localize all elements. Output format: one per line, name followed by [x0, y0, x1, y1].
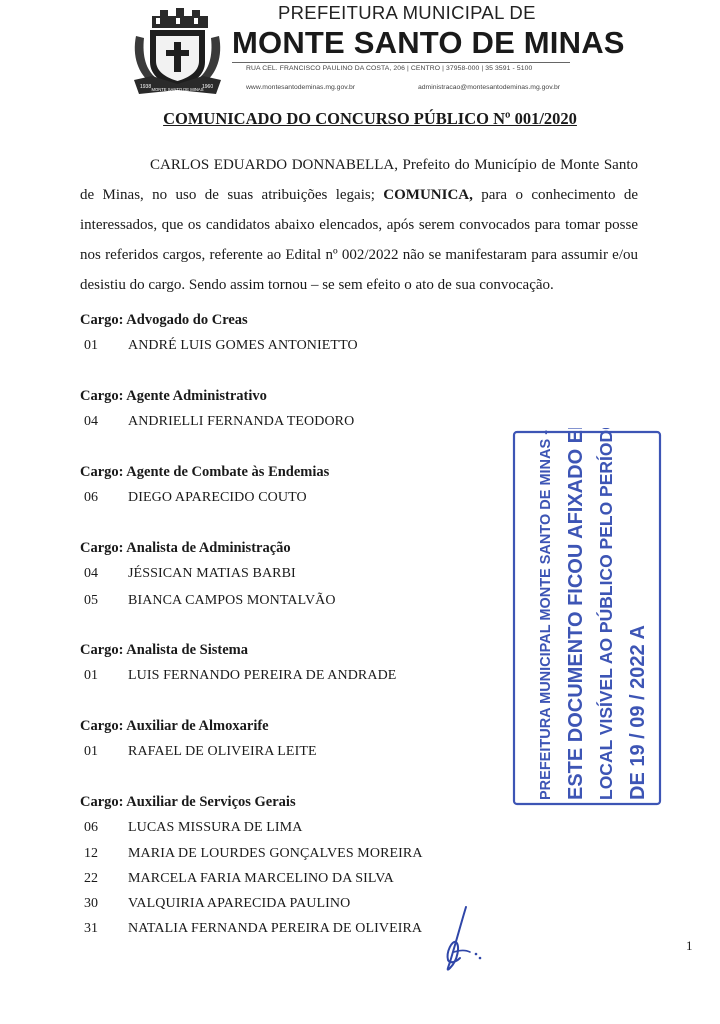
cargo-heading: Cargo: Agente de Combate às Endemias: [80, 464, 330, 480]
candidate-number: 12: [84, 846, 98, 861]
candidate-number: 04: [84, 566, 98, 581]
document-title: COMUNICADO DO CONCURSO PÚBLICO Nº 001/2020: [163, 109, 577, 128]
body-text-part2: para o conhecimento de interessados, que os candidatos abaixo elencados, após serem convocados para tomar posse nos referidos cargos, referente ao Edital nº 002/2022 não se manifestaram para assumir e/ou desistiu do cargo. Sendo assim tornou – se sem efeito o ato de sua convocação.: [80, 187, 638, 293]
candidate-number: 01: [84, 744, 98, 759]
stamp-line-3: LOCAL VISÍVEL AO PÚBLICO PELO PERÍODO: [596, 428, 616, 800]
page-number: 1: [686, 938, 693, 953]
municipality-name: MONTE SANTO DE MINAS: [232, 25, 625, 60]
candidate-name: DIEGO APARECIDO COUTO: [128, 490, 307, 505]
cargo-heading: Cargo: Auxiliar de Serviços Gerais: [80, 794, 296, 810]
posting-stamp: [508, 428, 668, 808]
candidate-name: MARCELA FARIA MARCELINO DA SILVA: [128, 871, 394, 886]
candidate-number: 31: [84, 921, 98, 936]
candidate-number: 06: [84, 820, 98, 835]
candidate-name: LUCAS MISSURA DE LIMA: [128, 820, 303, 835]
candidate-number: 01: [84, 668, 98, 683]
cargo-heading: Cargo: Agente Administrativo: [80, 388, 267, 404]
letterhead-divider: [232, 62, 570, 63]
letterhead-website: www.montesantodeminas.mg.gov.br: [246, 84, 356, 91]
cargo-heading: Cargo: Advogado do Creas: [80, 312, 248, 328]
candidate-name: MARIA DE LOURDES GONÇALVES MOREIRA: [128, 846, 423, 861]
cargo-heading: Cargo: Analista de Sistema: [80, 642, 248, 658]
candidate-name: LUIS FERNANDO PEREIRA DE ANDRADE: [128, 668, 397, 683]
signature-mark: [436, 902, 496, 977]
crest-year-right: 1960: [202, 84, 214, 90]
candidate-name: JÉSSICAN MATIAS BARBI: [128, 566, 296, 581]
crest-year-left: 1938: [140, 84, 152, 90]
body-paragraph: [80, 150, 638, 300]
institution-name: PREFEITURA MUNICIPAL DE: [278, 2, 536, 23]
letterhead-address: RUA CEL. FRANCISCO PAULINO DA COSTA, 206 | CENTRO | 37958-000 | 35 3591 - 5100: [246, 65, 533, 72]
stamp-line-2: ESTE DOCUMENTO FICOU AFIXADO EM: [565, 428, 587, 800]
candidate-number: 05: [84, 593, 98, 608]
coat-of-arms-icon: [130, 6, 225, 98]
crest-ribbon-text: MONTE SANTO DE MINAS: [151, 87, 204, 92]
candidate-name: NATALIA FERNANDA PEREIRA DE OLIVEIRA: [128, 921, 423, 936]
candidate-name: RAFAEL DE OLIVEIRA LEITE: [128, 744, 317, 759]
cargo-heading: Cargo: Auxiliar de Almoxarife: [80, 718, 269, 734]
stamp-line-1: PREFEITURA MUNICIPAL MONTE SANTO DE MINAS - MG: [538, 428, 554, 800]
candidate-number: 06: [84, 490, 98, 505]
candidate-name: ANDRIELLI FERNANDA TEODORO: [128, 414, 355, 429]
candidate-name: ANDRÉ LUIS GOMES ANTONIETTO: [128, 338, 358, 353]
stamp-line-4: DE 19 / 09 / 2022 A: [627, 625, 649, 800]
letterhead-email: administracao@montesantodeminas.mg.gov.br: [418, 84, 561, 91]
candidate-number: 22: [84, 871, 98, 886]
candidate-number: 01: [84, 338, 98, 353]
candidate-number: 30: [84, 896, 98, 911]
cargo-heading: Cargo: Analista de Administração: [80, 540, 291, 556]
candidate-number: 04: [84, 414, 98, 429]
body-text-part1: CARLOS EDUARDO DONNABELLA, Prefeito do Município de Monte Santo de Minas, no uso de suas atribuições legais;: [80, 157, 638, 203]
body-text-bold: COMUNICA,: [383, 187, 473, 203]
candidate-name: BIANCA CAMPOS MONTALVÃO: [128, 593, 336, 608]
candidate-name: VALQUIRIA APARECIDA PAULINO: [128, 896, 351, 911]
